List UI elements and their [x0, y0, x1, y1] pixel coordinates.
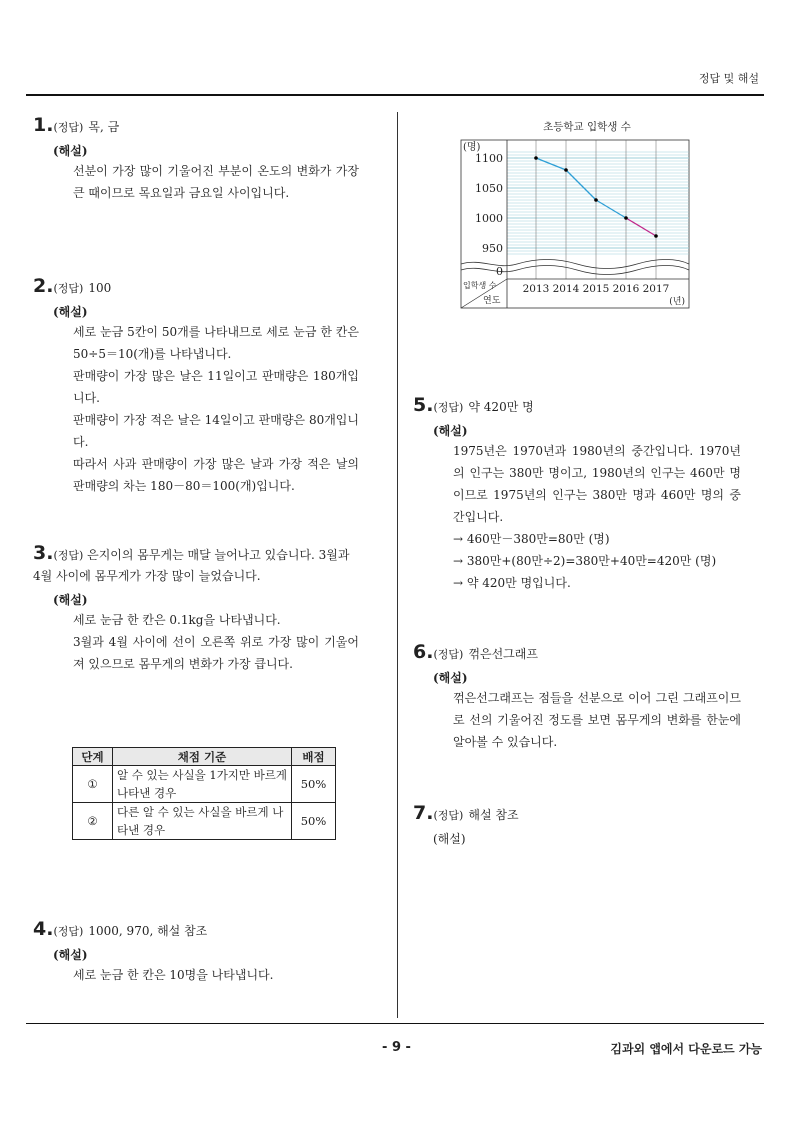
explanation-line: 따라서 사과 판매량이 가장 많은 날과 가장 적은 날의 판매량의 차는 180－80＝100(개)입니다. [73, 457, 359, 493]
explanation-body [73, 160, 359, 204]
footer-note: 김과외 앱에서 다운로드 가능 [610, 1042, 762, 1056]
y-tick-labels [475, 152, 503, 278]
question-number: 2. [33, 275, 54, 297]
answer-label: (정답) [53, 549, 84, 562]
explanation-line: 판매량이 가장 많은 날은 11일이고 판매량은 180개입니다. [73, 369, 359, 405]
explanation-body [73, 609, 359, 675]
question-7 [413, 800, 741, 848]
answer-label: (정답) [433, 401, 464, 414]
answer-text: 1000, 970, 해설 참조 [88, 924, 208, 938]
answer-label: (정답) [53, 925, 84, 938]
answer-label: (정답) [53, 282, 84, 295]
step-cell: ② [73, 803, 113, 840]
explanation-heading: (해설) [53, 948, 88, 962]
answer-label: (정답) [53, 121, 84, 134]
question-1 [33, 112, 359, 204]
column-divider [397, 112, 398, 1018]
explanation-line: → 약 420만 명입니다. [453, 576, 571, 590]
explanation-line: 1975년은 1970년과 1980년의 중간입니다. 1970년의 인구는 380만 명이고, 1980년의 인구는 460만 명이므로 1975년의 인구는 380만 명과 460만 명의 중간입니다. [453, 444, 741, 524]
table-header-criteria: 채점 기준 [113, 748, 292, 766]
question-number: 6. [413, 641, 434, 663]
x-tick-label: 2015 [582, 283, 610, 295]
table-header-score: 배점 [292, 748, 336, 766]
grid-lines [507, 140, 689, 279]
y-tick-label: 1000 [475, 212, 503, 225]
explanation-heading: (해설) [53, 305, 88, 319]
explanation-line: 세로 눈금 5칸이 50개를 나타내므로 세로 눈금 한 칸은 50÷5＝10(개)를 나타냅니다. [73, 325, 359, 361]
criteria-cell: 알 수 있는 사실을 1가지만 바르게 나타낸 경우 [113, 766, 292, 803]
page-number: - 9 - [382, 1040, 411, 1055]
data-point [624, 216, 628, 220]
explanation-heading: (해설) [433, 671, 468, 685]
answer-label: (정답) [433, 809, 464, 822]
explanation-heading: (해설) [53, 144, 88, 158]
table-header-row [73, 748, 336, 766]
explanation-line: → 460만－380만=80만 (명) [453, 532, 610, 546]
criteria-cell: 다른 알 수 있는 사실을 바르게 나타낸 경우 [113, 803, 292, 840]
question-3 [33, 543, 359, 675]
scoring-table [72, 747, 336, 840]
explanation-heading: (해설) [433, 832, 466, 846]
question-number: 3. [33, 542, 54, 564]
line-chart [459, 112, 699, 312]
data-point [594, 198, 598, 202]
explanation-body [453, 440, 741, 594]
data-point [564, 168, 568, 172]
explanation-line: 선분이 가장 많이 기울어진 부분이 온도의 변화가 가장 큰 때이므로 목요일과 금요일 사이입니다. [73, 164, 359, 200]
chart-title: 초등학교 입학생 수 [543, 121, 631, 133]
explanation-line: → 380만+(80만÷2)=380만+40만=420만 (명) [453, 554, 717, 568]
x-unit: (년) [669, 297, 685, 307]
answer-text: 목, 금 [88, 120, 120, 134]
explanation-line: 3월과 4월 사이에 선이 오른쪽 위로 가장 많이 기울어져 있으므로 몸무게의 변화가 가장 큽니다. [73, 635, 359, 671]
question-5 [413, 392, 741, 594]
page-header-title: 정답 및 해설 [698, 72, 759, 85]
table-row [73, 766, 336, 803]
row-header-top: 입학생 수 [463, 281, 497, 290]
x-tick-label: 2016 [612, 283, 640, 295]
explanation-line: 세로 눈금 한 칸은 0.1kg을 나타냅니다. [73, 613, 281, 627]
question-number: 7. [413, 802, 434, 824]
data-point [534, 156, 538, 160]
question-number: 1. [33, 114, 54, 136]
question-4 [33, 916, 359, 986]
answer-text: 꺾은선그래프 [468, 647, 538, 661]
answer-label: (정답) [433, 648, 464, 661]
x-tick-labels [523, 283, 670, 295]
explanation-line: 판매량이 가장 적은 날은 14일이고 판매량은 80개입니다. [73, 413, 359, 449]
explanation-line: 꺾은선그래프는 점들을 선분으로 이어 그린 그래프이므로 선의 기울어진 정도를 보면 몸무게의 변화를 한눈에 알아볼 수 있습니다. [453, 691, 741, 749]
answer-text: 은지이의 몸무게는 매달 늘어나고 있습니다. 3월과 4월 사이에 몸무게가 가장 많이 늘었습니다. [33, 548, 350, 583]
explanation-body [453, 687, 741, 753]
header-rule [26, 94, 764, 96]
question-6 [413, 639, 741, 753]
x-tick-label: 2014 [552, 283, 580, 295]
explanation-line: 세로 눈금 한 칸은 10명을 나타냅니다. [73, 968, 274, 982]
y-tick-label: 0 [496, 265, 503, 278]
x-tick-label: 2017 [642, 283, 670, 295]
score-cell: 50% [292, 766, 336, 803]
table-row [73, 803, 336, 840]
question-number: 5. [413, 394, 434, 416]
explanation-body [73, 964, 359, 986]
y-unit: (명) [463, 142, 481, 153]
question-2 [33, 273, 359, 497]
y-tick-label: 1050 [475, 182, 503, 195]
y-tick-label: 950 [482, 242, 503, 255]
y-tick-label: 1100 [475, 152, 503, 165]
answer-text: 해설 참조 [468, 808, 519, 822]
answer-text: 100 [88, 281, 112, 295]
step-cell: ① [73, 766, 113, 803]
table-header-step: 단계 [73, 748, 113, 766]
x-tick-label: 2013 [522, 283, 550, 295]
explanation-body [73, 321, 359, 497]
explanation-heading: (해설) [53, 593, 88, 607]
data-point [654, 234, 658, 238]
explanation-heading: (해설) [433, 424, 468, 438]
score-cell: 50% [292, 803, 336, 840]
question-number: 4. [33, 918, 54, 940]
footer-rule [26, 1023, 764, 1024]
row-header-bottom: 연도 [483, 296, 501, 306]
answer-text: 약 420만 명 [468, 400, 534, 414]
